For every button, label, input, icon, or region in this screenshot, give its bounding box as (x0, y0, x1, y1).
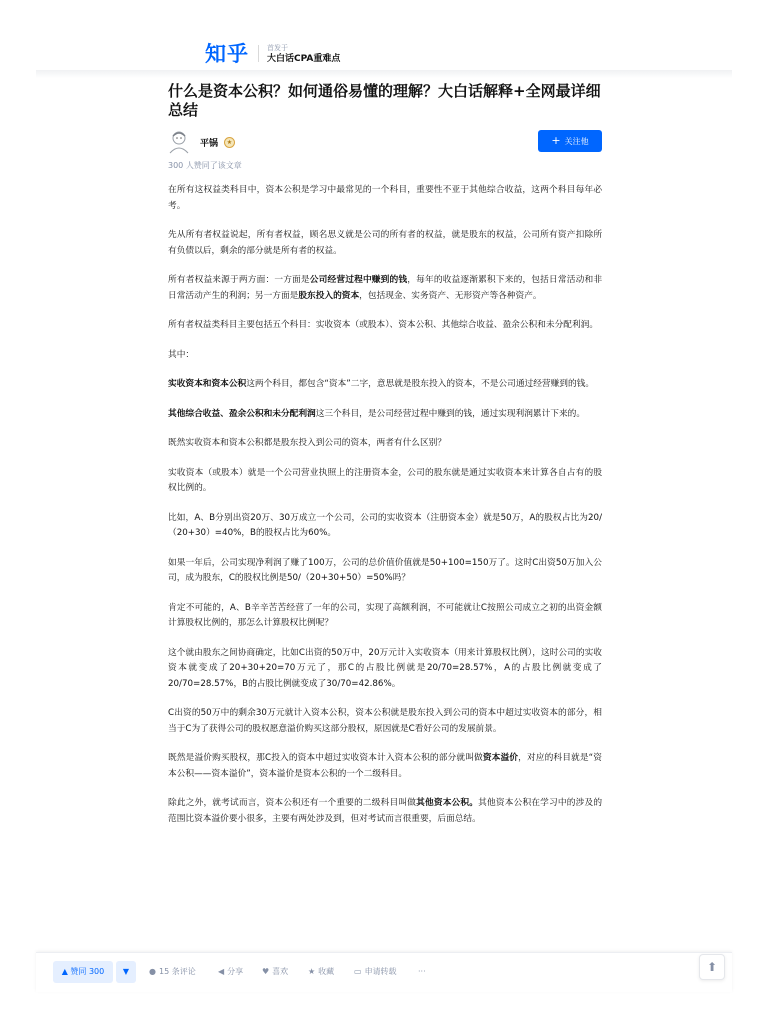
article-paragraph (168, 318, 602, 334)
heart-icon: ♥ (262, 967, 270, 976)
bold-text: 股东投入的资本 (298, 290, 360, 301)
paragraph-text: 先从所有者权益说起，所有者权益，顾名思义就是公司的所有者的权益，就是股东的权益，公司所有资产扣除所有负债以后，剩余的部分就是所有者的权益。 (168, 230, 602, 256)
paragraph-text: 这两个科目，都包含“资本”二字，意思就是股东投入的资本，不是公司通过经营赚到的钱。 (246, 379, 595, 389)
paragraph-text: 实收资本（或股本）就是一个公司营业执照上的注册资本金，公司的股东就是通过实收资本来计算各自占有的股权比例的。 (168, 467, 602, 493)
article-paragraph (168, 466, 602, 497)
author-name[interactable]: 平锅 (200, 139, 219, 149)
article-paragraph (168, 348, 602, 364)
like-count[interactable]: 300 人赞同了该文章 (168, 161, 242, 170)
article-paragraph (168, 556, 602, 587)
article-paragraph (168, 273, 602, 304)
article-paragraph (168, 796, 602, 827)
author-avatar[interactable] (168, 130, 190, 154)
paragraph-text: 其他资本公积在学习中的涉及的范围比资本溢价要小很多，主要有两处涉及到，但对考试而言很重要，后面总结。 (168, 798, 603, 824)
header-divider (258, 45, 259, 62)
back-to-top-button[interactable] (699, 954, 725, 980)
bold-text: 资本溢价 (482, 753, 519, 763)
apply-repost-label: 申请转载 (364, 967, 397, 976)
like-button[interactable] (262, 961, 288, 983)
paragraph-text: 在所有这权益类科目中，资本公积是学习中最常见的一个科目，重要性不亚于其他综合收益，这两个科目每年必考。 (168, 185, 602, 211)
follow-label: 关注他 (564, 137, 589, 146)
paragraph-text: 既然是溢价购买股权，那C投入的资本中超过实收资本计入资本公积的部分就叫做 (168, 753, 483, 763)
column-meta[interactable] (267, 44, 340, 65)
bold-text: 公司经营过程中赚到的钱 (309, 275, 408, 285)
paragraph-text: C出资的50万中的剩余30万元就计入资本公积，资本公积就是股东投入到公司的资本中超过实收资本的部分，相当于C为了获得公司的股权愿意溢价购买这部分股权，原因就是C看好公司的发展前景。 (168, 708, 602, 734)
article-paragraph (168, 183, 602, 214)
paragraph-text: 所有者权益类科目主要包括五个科目：实收资本（或股本）、资本公积、其他综合收益、盈余公积和未分配利润。 (168, 320, 599, 330)
zhihu-logo[interactable]: 知乎 (205, 42, 249, 66)
article-body (168, 183, 602, 827)
column-name[interactable]: 大白话CPA重难点 (267, 54, 341, 64)
star-icon: ★ (308, 967, 316, 976)
paragraph-text: ，对应的科目就是“资本公积——资本溢价”，资本溢价是资本公积的一个二级科目。 (168, 753, 602, 779)
paragraph-text: 其中： (168, 349, 195, 360)
favorite-button[interactable] (308, 961, 334, 983)
comment-icon: ● (149, 967, 156, 976)
comments-button[interactable] (149, 961, 196, 983)
favorite-label: 收藏 (318, 967, 335, 976)
vote-down-button[interactable]: ▼ (116, 961, 136, 983)
share-icon: ◀ (218, 967, 225, 976)
apply-repost-button[interactable] (354, 961, 397, 983)
paragraph-text: 除此之外，就考试而言，资本公积还有一个重要的二级科目叫做 (168, 798, 417, 808)
bold-text: 其他综合收益、盈余公积和未分配利润 (168, 408, 316, 419)
paragraph-text: 肯定不可能的，A、B辛辛苦苦经营了一年的公司，实现了高额利润，不可能就让C按照公司成立之初的出资金额计算股权比例的，那怎么计算股权比例呢？ (168, 602, 602, 628)
like-label: 喜欢 (272, 967, 289, 976)
article-paragraph (168, 646, 602, 693)
article-paragraph (168, 377, 602, 393)
repost-icon: ▭ (354, 967, 362, 976)
article-paragraph (168, 407, 602, 423)
header-shadow (36, 70, 732, 78)
article-paragraph (168, 706, 602, 737)
article-title: 什么是资本公积？如何通俗易懂的理解？大白话解释+全网最详细总结 (168, 82, 601, 119)
author-row (168, 128, 602, 162)
paragraph-text: 这个就由股东之间协商确定，比如C出资的50万中，20万元计入实收资本（用来计算股权比例），这时公司的实收资本就变成了20+30+20=70万元了，那C的占股比例就是20/70=28.57%，A的占股比例就变成了20/70=28.57%，B的占股比例就变成了30/70=42.86%。 (168, 647, 602, 689)
follow-button[interactable] (538, 130, 602, 152)
share-button[interactable] (218, 961, 243, 983)
article-paragraph (168, 601, 602, 632)
article (168, 82, 602, 841)
bold-text: 其他资本公积。 (416, 798, 479, 808)
share-label: 分享 (227, 967, 244, 976)
article-paragraph (168, 751, 602, 782)
article-paragraph (168, 511, 602, 542)
paragraph-text: 所有者权益来源于两方面：一方面是 (168, 275, 310, 285)
plus-icon: + (551, 134, 561, 147)
action-bar (36, 952, 732, 992)
paragraph-text: ，包括现金、实务资产、无形资产等各种资产。 (359, 290, 542, 301)
paragraph-text: 比如，A、B分别出资20万、30万成立一个公司，公司的实收资本（注册资本金）就是50万，A的股权占比为20/（20+30）=40%，B的股权占比为60%。 (168, 512, 602, 538)
paragraph-text: 这三个科目，是公司经营过程中赚到的钱，通过实现利润累计下来的。 (315, 408, 585, 419)
arrow-up-icon: ⬆ (706, 960, 718, 974)
paragraph-text: 既然实收资本和资本公积都是股东投入到公司的资本，两者有什么区别？ (168, 438, 446, 448)
top-header (0, 0, 768, 70)
more-button[interactable]: ··· (418, 967, 426, 976)
comments-label: 15 条评论 (158, 967, 196, 976)
author-badge-icon: ★ (224, 137, 235, 148)
paragraph-text: 如果一年后，公司实现净利润了赚了100万，公司的总价值价值就是50+100=150万了。这时C出资50万加入公司，成为股东，C的股权比例是50/（20+30+50）=50%吗？ (168, 557, 602, 583)
paragraph-text: ，每年的收益逐渐累积下来的，包括日常活动和非日常活动产生的利润；另一方面是 (168, 275, 603, 301)
article-paragraph (168, 436, 602, 452)
article-paragraph (168, 228, 602, 259)
vote-up-button[interactable]: ▲ 赞同 300 (53, 961, 113, 983)
column-first-label: 首发于 (267, 44, 288, 52)
bold-text: 实收资本和资本公积 (168, 379, 247, 389)
